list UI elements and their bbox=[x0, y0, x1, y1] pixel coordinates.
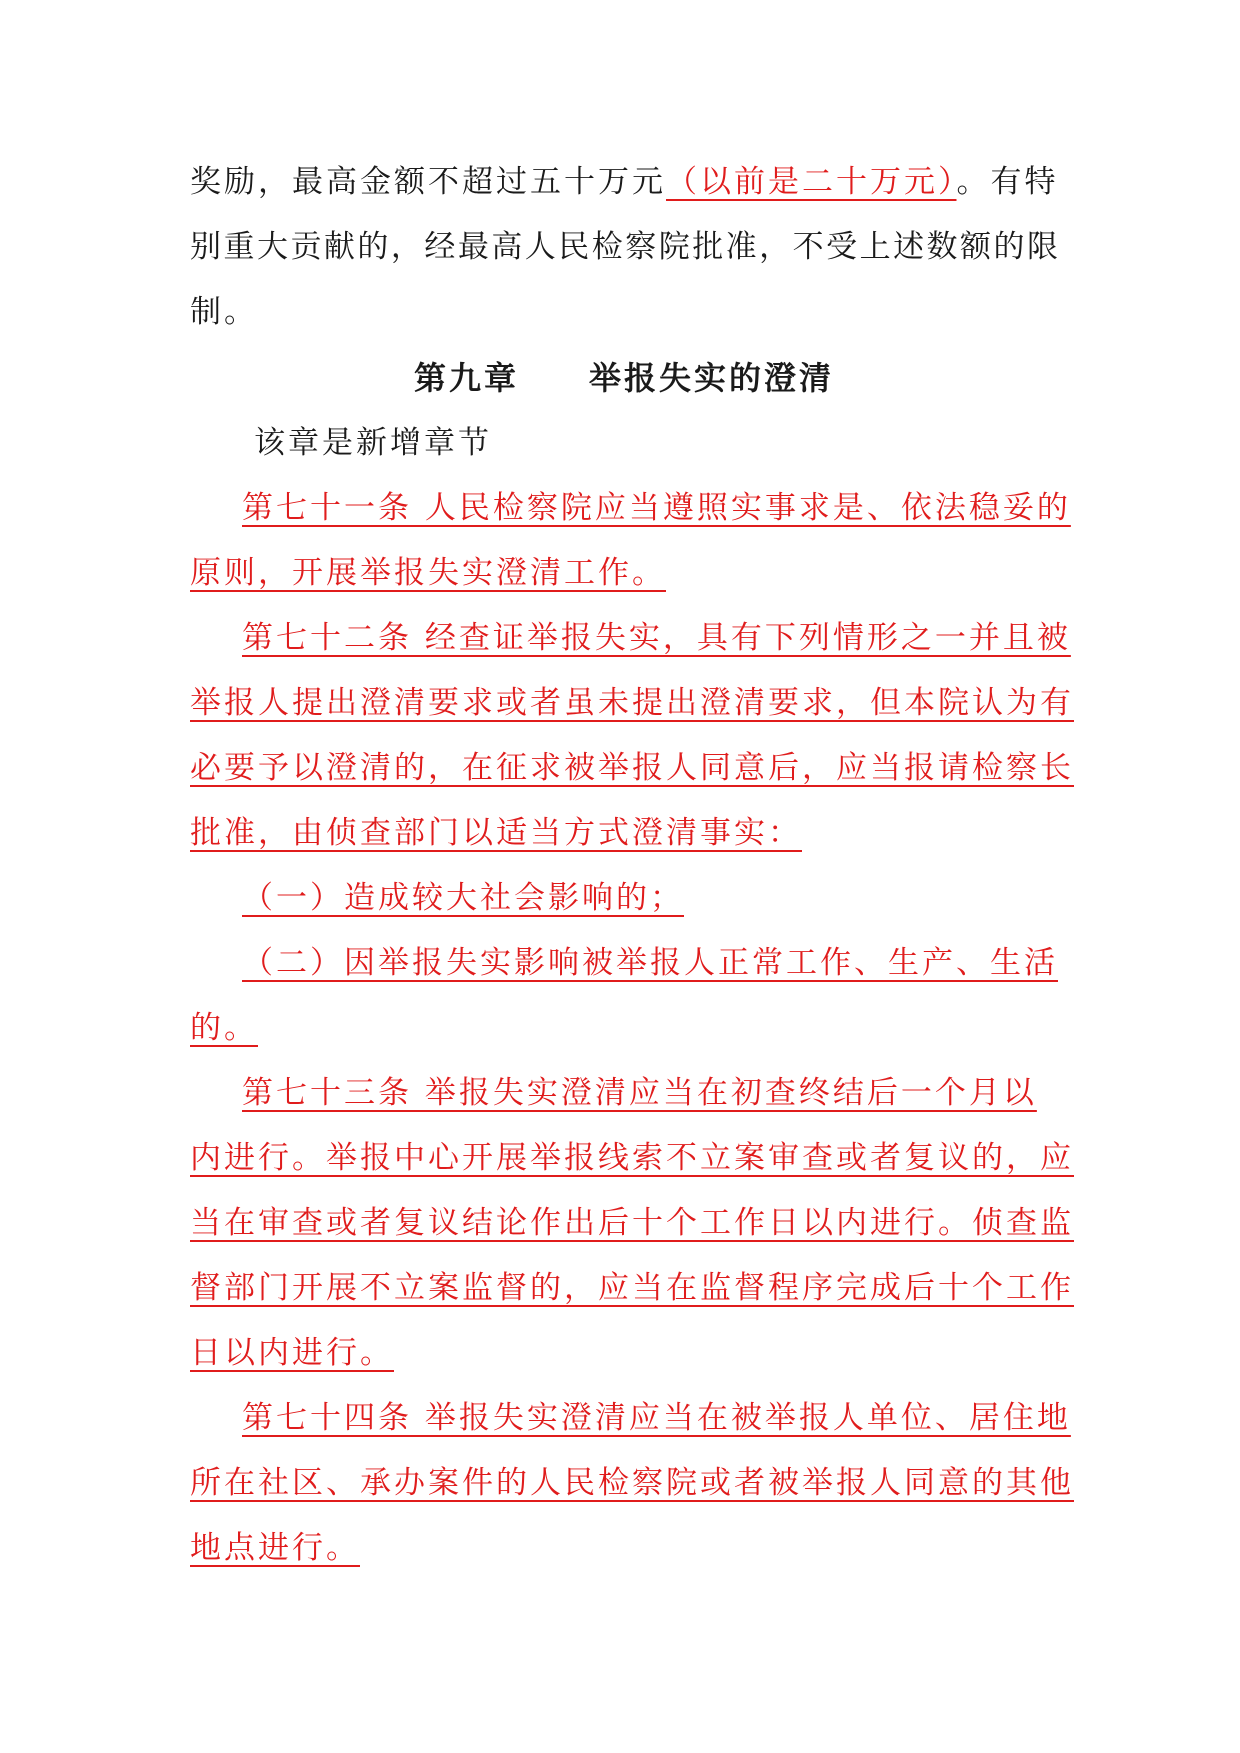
chapter-heading bbox=[190, 345, 1058, 411]
chapter-title: 举报失实的澄清 bbox=[589, 359, 835, 397]
article-72-item-2-line-2: 的。 bbox=[190, 1010, 258, 1046]
intro-line-3: 制。 bbox=[190, 294, 258, 330]
article-72-line-3: 必要予以澄清的，在征求被举报人同意后，应当报请检察长 bbox=[190, 750, 1074, 786]
chapter-note: 该章是新增章节 bbox=[254, 425, 492, 461]
intro-text-suffix: 。有特 bbox=[956, 164, 1059, 200]
article-74-line-3: 地点进行。 bbox=[190, 1530, 360, 1566]
article-71-line-2: 原则，开展举报失实澄清工作。 bbox=[190, 555, 666, 591]
intro-line-1 bbox=[190, 150, 1058, 215]
article-72-item-2-line-1: （二）因举报失实影响被举报人正常工作、生产、生活 bbox=[242, 945, 1058, 981]
article-73-line-5: 日以内进行。 bbox=[190, 1335, 394, 1371]
article-74-line-2: 所在社区、承办案件的人民检察院或者被举报人同意的其他 bbox=[190, 1465, 1074, 1501]
article-71-line-1: 第七十一条 人民检察院应当遵照实事求是、依法稳妥的 bbox=[242, 490, 1071, 526]
article-72-line-2: 举报人提出澄清要求或者虽未提出澄清要求，但本院认为有 bbox=[190, 685, 1074, 721]
article-72-line-1: 第七十二条 经查证举报失实，具有下列情形之一并且被 bbox=[242, 620, 1071, 656]
intro-text: 奖励，最高金额不超过五十万元 bbox=[190, 164, 666, 200]
document-page bbox=[190, 150, 1074, 1581]
article-73-line-1: 第七十三条 举报失实澄清应当在初查终结后一个月以 bbox=[242, 1075, 1037, 1111]
article-72-line-4: 批准，由侦查部门以适当方式澄清事实： bbox=[190, 815, 802, 851]
intro-line-2: 别重大贡献的，经最高人民检察院批准，不受上述数额的限 bbox=[190, 229, 1058, 265]
article-73-line-4: 督部门开展不立案监督的，应当在监督程序完成后十个工作 bbox=[190, 1270, 1074, 1306]
article-72-item-1: （一）造成较大社会影响的； bbox=[242, 880, 684, 916]
article-74-line-1: 第七十四条 举报失实澄清应当在被举报人单位、居住地 bbox=[242, 1400, 1071, 1436]
article-73-line-2: 内进行。举报中心开展举报线索不立案审查或者复议的，应 bbox=[190, 1140, 1074, 1176]
chapter-number: 第九章 bbox=[413, 359, 519, 397]
article-73-line-3: 当在审查或者复议结论作出后十个工作日以内进行。侦查监 bbox=[190, 1205, 1074, 1241]
revision-note: （以前是二十万元） bbox=[666, 164, 957, 200]
